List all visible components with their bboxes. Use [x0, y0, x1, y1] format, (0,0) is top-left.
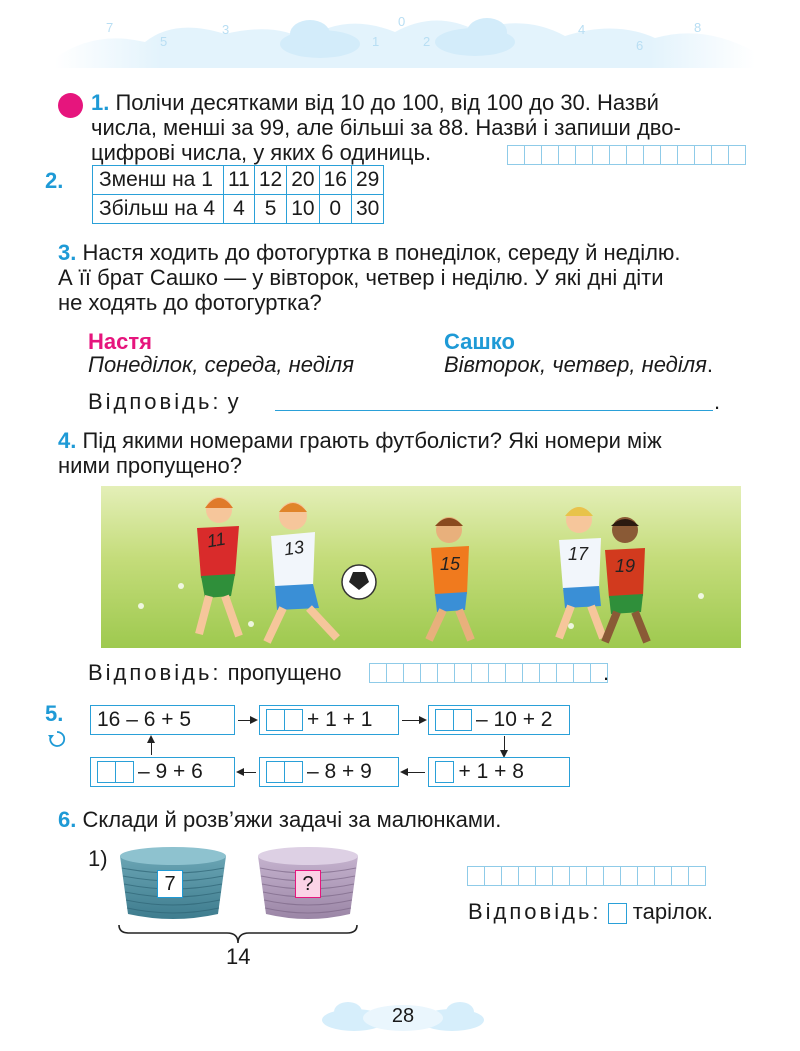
answer-cells[interactable]	[468, 866, 706, 886]
arrow-right	[238, 720, 256, 721]
answer-prefix: у	[227, 389, 239, 414]
arrow-left	[238, 772, 256, 773]
task-number: 3.	[58, 240, 77, 265]
cloud-digit: 3	[222, 22, 230, 37]
days-nastya: Понеділок, середа, неділя	[88, 352, 354, 377]
table-cell: 0	[319, 195, 351, 224]
jersey-number: 15	[440, 554, 461, 574]
digit-box[interactable]	[453, 709, 472, 731]
digit-box[interactable]	[284, 761, 303, 783]
expression: – 10 + 2	[476, 708, 553, 731]
task3-line: А її брат Сашко — у вівторок, четвер і неділю. У які дні діти	[58, 265, 664, 290]
cloud-digit: 7	[106, 20, 114, 35]
digit-box[interactable]	[97, 761, 116, 783]
arrow-up	[151, 737, 152, 755]
expression: + 1 + 1	[307, 708, 373, 731]
table-cell: 5	[254, 195, 286, 224]
digit-box[interactable]	[435, 709, 454, 731]
row-label: Збільш на 4	[93, 195, 224, 224]
digit-box[interactable]	[435, 761, 454, 783]
task6-text	[58, 807, 501, 832]
expression: + 1 + 8	[458, 760, 524, 783]
arrow-down	[504, 736, 505, 756]
task-number: 5.	[45, 701, 64, 726]
cloud-digit: 2	[423, 34, 431, 49]
chain-box-2	[259, 705, 399, 735]
answer-label: Відповідь:	[88, 660, 222, 685]
chain-box-4	[428, 757, 570, 787]
table-cell: 29	[351, 166, 383, 195]
task3-text	[58, 240, 681, 265]
brace	[117, 923, 359, 945]
table-cell: 16	[319, 166, 351, 195]
task3-line: Настя ходить до фотогуртка в понеділок, середу й неділю.	[82, 240, 681, 265]
jersey-number: 11	[205, 528, 228, 552]
name-sashko: Сашко	[444, 329, 515, 354]
jersey-number: 19	[615, 556, 636, 576]
plate-unknown-label: ?	[295, 870, 321, 898]
task4-line: Під якими номерами грають футболісти? Які номери між	[82, 428, 662, 453]
answer-label: Відповідь:	[88, 389, 222, 414]
task4-line: ними пропущено?	[58, 453, 242, 478]
task2-table	[92, 165, 384, 224]
page-number: 28	[391, 1005, 415, 1027]
task1-text	[91, 90, 771, 115]
cloud-digit: 1	[372, 34, 380, 49]
task1-line: числа, менші за 99, але більші за 88. Назви́ і запиши дво-	[91, 115, 681, 140]
punct: .	[706, 352, 714, 377]
task-number: 4.	[58, 428, 77, 453]
row-label: Зменш на 1	[93, 166, 224, 195]
table-cell: 10	[287, 195, 319, 224]
answer-row	[88, 389, 239, 414]
expression: 16 – 6 + 5	[97, 708, 191, 731]
digit-box[interactable]	[266, 709, 285, 731]
plates-illustration	[118, 844, 360, 924]
name-nastya: Настя	[88, 329, 152, 354]
days-sashko-wrap	[444, 352, 713, 377]
punct: .	[714, 389, 721, 414]
plate-count-label: 7	[157, 870, 183, 898]
table-cell: 30	[351, 195, 383, 224]
chain-box-5	[259, 757, 399, 787]
task-number: 1.	[91, 90, 110, 115]
football-illustration	[101, 486, 741, 648]
answer-box[interactable]	[608, 903, 627, 924]
digit-box[interactable]	[115, 761, 134, 783]
chain-start	[90, 705, 235, 735]
expression: – 9 + 6	[138, 760, 203, 783]
answer-line[interactable]	[275, 410, 713, 411]
table-row	[93, 166, 384, 195]
days-sashko: Вівторок, четвер, неділя	[444, 352, 707, 377]
jersey-number: 17	[568, 544, 589, 564]
answer-text: пропущено	[227, 660, 342, 685]
table-cell: 20	[287, 166, 319, 195]
digit-box[interactable]	[266, 761, 285, 783]
task-number: 6.	[58, 807, 77, 832]
task3-line: не ходять до фотогуртка?	[58, 290, 322, 315]
pink-dot-marker	[58, 93, 83, 118]
answer-label: Відповідь:	[468, 899, 602, 924]
digit-box[interactable]	[284, 709, 303, 731]
task1-line: цифрові числа, у яких 6 одиниць.	[91, 140, 432, 165]
task-number: 2.	[45, 168, 64, 193]
answer-cells[interactable]	[370, 663, 608, 683]
task4-text	[58, 428, 662, 453]
answer-text: тарілок.	[632, 899, 714, 924]
answer-cells[interactable]	[508, 145, 746, 165]
cloud-digit: 8	[694, 20, 702, 35]
chain-box-6	[90, 757, 235, 787]
cloud-digit: 6	[636, 38, 644, 53]
chain-box-3	[428, 705, 570, 735]
cycle-icon	[47, 729, 67, 749]
arrow-right	[402, 720, 425, 721]
table-row	[93, 195, 384, 224]
task6-line: Склади й розв’яжи задачі за малюнками.	[82, 807, 502, 832]
task1-line: Полічи десятками від 10 до 100, від 100 до 30. Назви́	[115, 90, 659, 115]
answer-row	[88, 660, 341, 685]
cloud-digit: 5	[160, 34, 168, 49]
arrow-left	[402, 772, 425, 773]
table-cell: 12	[254, 166, 286, 195]
table-cell: 11	[224, 166, 255, 195]
jersey-number: 13	[282, 536, 306, 560]
subtask-label: 1)	[88, 846, 108, 871]
table-cell: 4	[224, 195, 255, 224]
total-label: 14	[226, 944, 251, 969]
cloud-digit: 4	[578, 22, 586, 37]
expression: – 8 + 9	[307, 760, 372, 783]
cloud-digit: 0	[398, 14, 406, 29]
punct: .	[603, 660, 610, 685]
answer-row	[468, 899, 713, 924]
